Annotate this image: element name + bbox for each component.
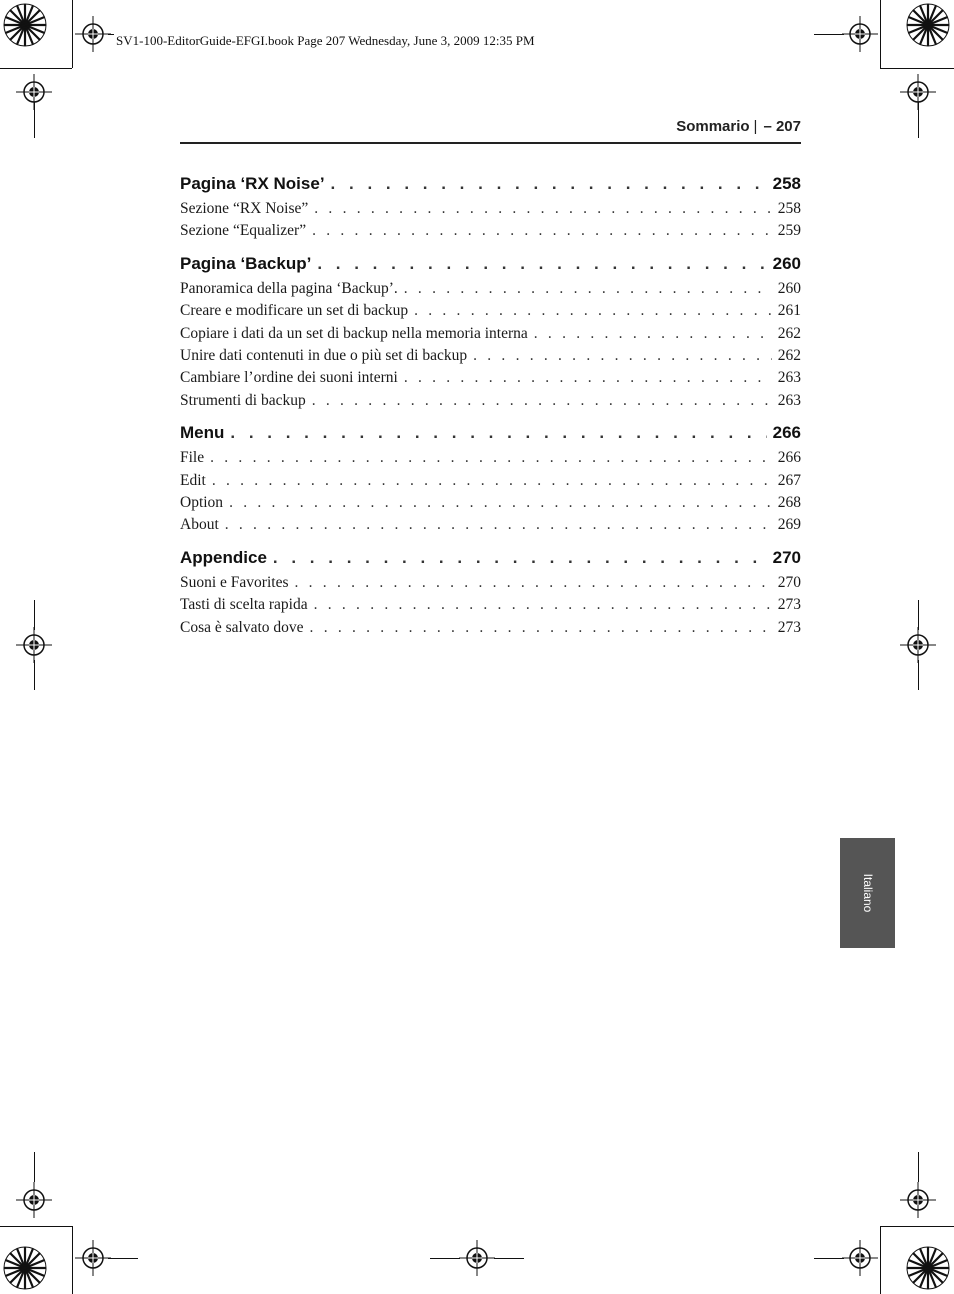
registration-mark-icon [459,1240,495,1276]
registration-mark-icon [900,1182,936,1218]
dot-leader [273,544,767,572]
starburst-target-icon [3,3,47,47]
toc-entry[interactable] [180,323,801,345]
dot-leader [404,278,772,300]
toc-entry[interactable] [180,220,801,242]
dot-leader [473,345,772,367]
toc-heading-page: 260 [772,253,801,273]
dot-leader [310,617,772,639]
starburst-target-icon [3,1246,47,1290]
table-of-contents [180,170,801,646]
registration-mark-icon [16,1182,52,1218]
toc-entry-page: 262 [777,347,801,365]
toc-entry-title: Copiare i dati da un set di backup nella memoria interna [180,324,528,342]
toc-entry-title: Tasti di scelta rapida [180,596,308,614]
toc-entry-title: Unire dati contenuti in due o più set di backup [180,347,468,365]
toc-entry[interactable] [180,447,801,469]
crop-mark [880,0,881,68]
toc-section-heading[interactable] [180,544,801,572]
toc-entry-page: 266 [777,449,801,467]
registration-mark-icon [842,16,878,52]
dot-leader [404,367,772,389]
toc-entry-title: Strumenti di backup [180,391,306,409]
toc-entry-page: 267 [777,471,801,489]
language-tab-label: Italiano [860,873,875,913]
file-info-slug: SV1-100-EditorGuide-EFGI.book Page 207 Wednesday, June 3, 2009 12:35 PM [116,33,535,48]
registration-mark-icon [16,627,52,663]
crop-mark [880,68,954,69]
toc-entry[interactable] [180,278,801,300]
crop-mark [918,600,919,630]
toc-section [180,250,801,412]
toc-entry-title: About [180,516,219,534]
crop-mark [494,1258,524,1259]
crop-mark [814,1258,844,1259]
registration-mark-icon [16,74,52,110]
crop-mark [814,34,844,35]
crop-mark [72,1226,73,1294]
registration-mark-icon [75,1240,111,1276]
dot-leader [212,470,772,492]
toc-entry-page: 260 [777,279,801,297]
registration-mark-icon [900,74,936,110]
crop-mark [108,1258,138,1259]
toc-entry-page: 262 [777,324,801,342]
crop-mark [918,1152,919,1182]
toc-entry[interactable] [180,492,801,514]
toc-heading-page: 270 [772,547,801,567]
toc-section [180,544,801,639]
crop-mark [34,660,35,690]
crop-mark [72,0,73,68]
header-rule [180,142,801,144]
toc-section [180,170,801,243]
toc-entry-title: Suoni e Favorites [180,573,289,591]
toc-heading-page: 258 [772,174,801,193]
crop-mark [880,1226,881,1294]
crop-mark [880,1226,954,1227]
toc-heading-title: Pagina ‘Backup’ [180,253,312,273]
dot-leader [295,572,772,594]
dot-leader [312,390,772,412]
toc-entry-title: Sezione “RX Noise” [180,200,309,217]
registration-mark-icon [75,16,111,52]
toc-entry-title: Sezione “Equalizer” [180,222,307,240]
toc-entry-title: Creare e modificare un set di backup [180,302,409,320]
registration-mark-icon [900,627,936,663]
toc-entry-page: 263 [777,391,801,409]
toc-entry-page: 263 [777,369,801,387]
toc-entry[interactable] [180,514,801,536]
dot-leader [534,323,772,345]
toc-entry-page: 259 [777,222,801,240]
toc-entry[interactable] [180,300,801,322]
starburst-target-icon [906,3,950,47]
toc-entry[interactable] [180,572,801,594]
toc-entry-page: 273 [777,618,801,636]
dot-leader [314,198,771,220]
toc-entry-page: 268 [777,494,801,512]
toc-section-heading[interactable] [180,170,801,198]
toc-heading-title: Pagina ‘RX Noise’ [180,174,325,193]
toc-entry-page: 269 [777,516,801,534]
toc-entry-page: 273 [777,596,801,614]
toc-entry-title: File [180,449,205,467]
crop-mark [918,660,919,690]
crop-mark [430,1258,460,1259]
toc-entry-title: Edit [180,471,206,489]
running-head-page-number: – 207 [763,118,801,135]
registration-mark-icon [842,1240,878,1276]
toc-entry-page: 258 [777,200,801,217]
toc-heading-title: Menu [180,423,225,443]
dot-leader [225,514,772,536]
crop-mark [34,1152,35,1182]
toc-entry[interactable] [180,367,801,389]
crop-mark [0,1226,72,1227]
dot-leader [314,594,772,616]
toc-heading-page: 266 [772,423,801,443]
language-thumb-tab [840,838,895,948]
toc-entry[interactable] [180,617,801,639]
toc-entry[interactable] [180,470,801,492]
toc-heading-title: Appendice [180,547,267,567]
starburst-target-icon [906,1246,950,1290]
toc-entry-title: Option [180,494,224,512]
toc-entry[interactable] [180,390,801,412]
dot-leader [229,492,772,514]
toc-entry-page: 270 [777,573,801,591]
dot-leader [312,220,772,242]
dot-leader [414,300,772,322]
dot-leader [230,419,766,447]
toc-entry-title: Cosa è salvato dove [180,618,304,636]
toc-entry-title: Panoramica della pagina ‘Backup’. [180,279,398,297]
running-head-section: Sommario [676,118,750,135]
toc-entry-page: 261 [777,302,801,320]
toc-entry[interactable] [180,594,801,616]
toc-section-heading[interactable] [180,250,801,278]
toc-entry[interactable] [180,198,801,220]
dot-leader [210,447,772,469]
toc-entry[interactable] [180,345,801,367]
crop-mark [34,600,35,630]
dot-leader [317,250,766,278]
toc-section [180,419,801,537]
dot-leader [331,170,767,198]
toc-section-heading[interactable] [180,419,801,447]
running-head-separator: | [753,118,758,135]
running-head [180,118,801,135]
toc-entry-title: Cambiare l’ordine dei suoni interni [180,369,398,387]
crop-mark [0,68,72,69]
